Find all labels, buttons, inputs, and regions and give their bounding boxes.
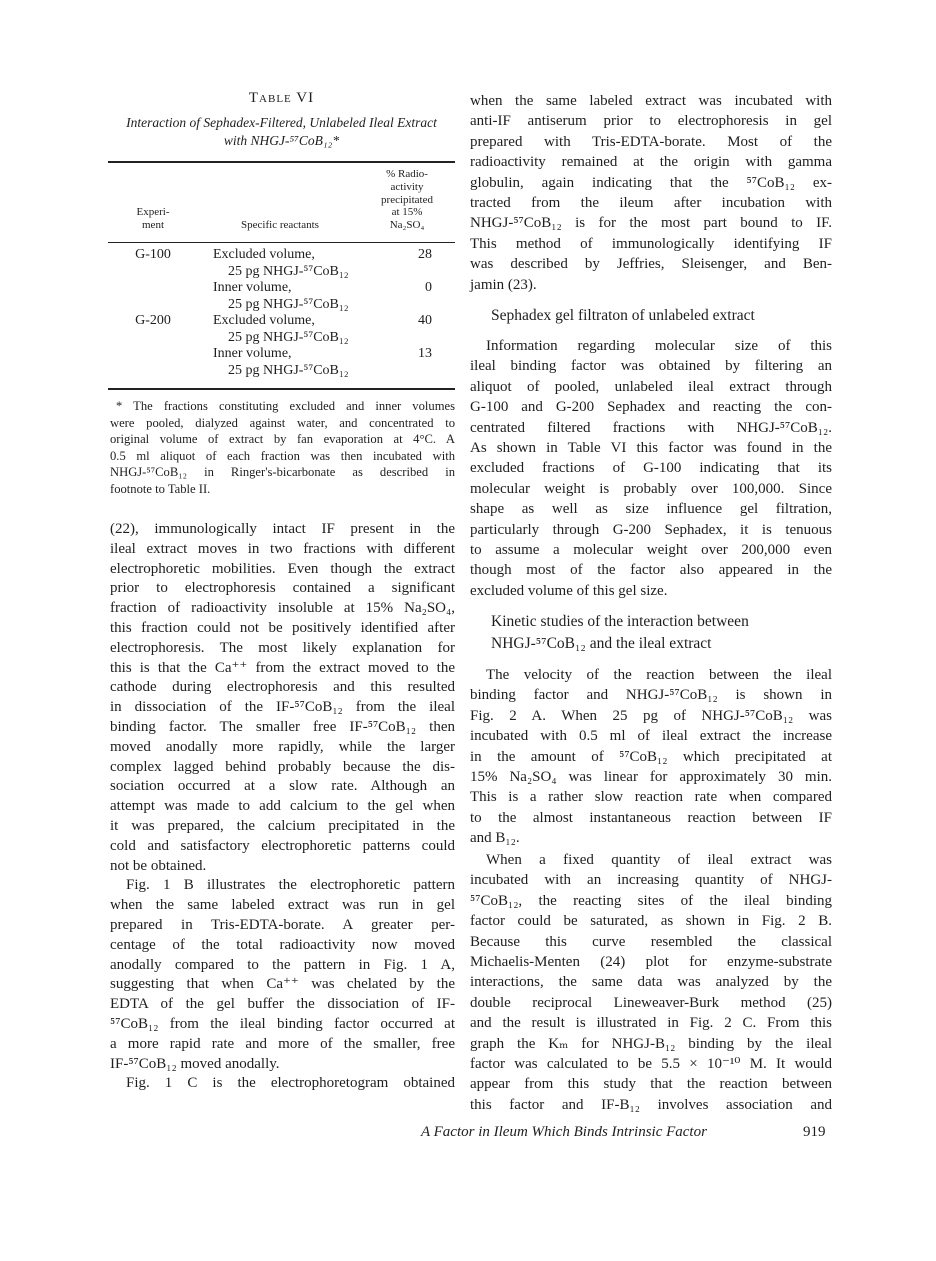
cell-reactant: Excluded volume, — [213, 247, 315, 262]
text-line: suggesting that when Ca⁺⁺ was chelated by the — [110, 976, 455, 993]
text-line: sociation occurred at a slow rate. Although an — [110, 778, 455, 795]
text-line: Fig. 2 A. When 25 pg of NHGJ-⁵⁷CoB₁₂ was — [470, 707, 832, 724]
text-line: radioactivity remained at the origin with gamma — [470, 154, 832, 171]
table-header-rule — [108, 242, 455, 243]
text-line: factor could be saturated, as shown in Fig. 2 B. — [470, 913, 832, 930]
cell-dose: 25 pg NHGJ-⁵⁷CoB₁₂ — [228, 263, 349, 279]
text-line: this fraction could not be positively identified after — [110, 619, 455, 636]
text-line: As shown in Table VI this factor was found in the — [470, 439, 832, 456]
text-line: and the result is illustrated in Fig. 2 C. From this — [470, 1015, 832, 1032]
paragraph — [470, 336, 832, 601]
text-line: Michaelis-Menten (24) plot for enzyme-substrate — [470, 953, 832, 970]
text-line: incubated with 0.5 ml of ileal extract the increase — [470, 728, 832, 745]
text-line: excluded volume of this gel size. — [470, 582, 668, 599]
running-title: A Factor in Ileum Which Binds Intrinsic Factor — [421, 1124, 707, 1140]
cell-dose: 25 pg NHGJ-⁵⁷CoB₁₂ — [228, 296, 349, 312]
text-line: double reciprocal Lineweaver-Burk method (25) — [470, 994, 832, 1011]
text-line: (22), immunologically intact IF present in the — [110, 521, 455, 537]
table-bottom-rule — [108, 388, 455, 390]
text-line: prepared in Tris-EDTA-borate. A greater per- — [110, 916, 455, 933]
text-line: it was prepared, the calcium precipitated in the — [110, 817, 455, 834]
text-line: complex lagged behind probably because the dis- — [110, 758, 455, 775]
header-line: Experi- — [136, 206, 170, 218]
text-line: molecular weight is probably over 100,000. Since — [470, 480, 832, 497]
text-line: anodally compared to the pattern in Fig. 1 A, — [110, 956, 455, 973]
text-line: incubated with an increasing quantity of NHGJ- — [470, 872, 832, 889]
header-line: precipitated — [381, 193, 433, 206]
text-line: factor was calculated to be 5.5 × 10⁻¹⁰ M. It would — [470, 1055, 832, 1072]
cell-dose: 25 pg NHGJ-⁵⁷CoB₁₂ — [228, 362, 349, 378]
header-line: at 15% — [391, 206, 423, 219]
heading-line: Kinetic studies of the interaction between — [491, 613, 749, 630]
text-line: particularly through G-200 Sephadex, it is tenuous — [470, 521, 832, 538]
text-line: ⁵⁷CoB₁₂ from the ileal binding factor occurred at — [110, 1015, 455, 1032]
text-line: globulin, again indicating that the ⁵⁷CoB₁₂ ex- — [470, 174, 832, 191]
text-line: ileal binding factor was obtained by filtering an — [470, 358, 832, 375]
page-number: 919 — [803, 1124, 826, 1140]
header-reactants: Specific reactants — [241, 219, 319, 231]
header-line: Na₂SO₄ — [389, 219, 425, 232]
text-line: Fig. 1 C is the electrophoretogram obtained — [126, 1075, 455, 1092]
text-line: this factor and IF-B₁₂ involves association and — [470, 1096, 832, 1113]
cell-reactant: Excluded volume, — [213, 313, 315, 328]
cell-percent: 40 — [418, 313, 432, 328]
paragraph — [470, 665, 832, 849]
text-line: centrated filtered fractions with NHGJ-⁵⁷CoB₁₂. — [470, 419, 832, 436]
text-line: prepared with Tris-EDTA-borate. Most of the — [470, 133, 832, 150]
text-line: in dissociation of the IF-⁵⁷CoB₁₂ from the ileal — [110, 699, 455, 716]
header-line: activity — [390, 180, 424, 193]
text-line: electrophoretic mobilities. Even though the extract — [110, 560, 455, 577]
text-line: to the almost instantaneous reaction between IF — [470, 809, 832, 826]
text-line: Fig. 1 B illustrates the electrophoretic pattern — [126, 877, 455, 894]
text-line: cathode during electrophoresis and this resulted — [110, 679, 455, 696]
text-line: When a fixed quantity of ileal extract was — [486, 852, 832, 868]
text-line: was described by Jeffries, Sleisenger, and Ben- — [470, 256, 832, 273]
text-line: fraction of radioactivity insoluble at 15% Na₂SO₄, — [110, 600, 455, 617]
text-line: to assume a molecular weight over 200,000 even — [470, 541, 832, 558]
caption-line: Interaction of Sephadex-Filtered, Unlabeled Ileal Extract — [126, 115, 437, 130]
paragraph — [470, 91, 832, 295]
text-line: attempt was made to add calcium to the gel when — [110, 798, 455, 815]
text-line: jamin (23). — [470, 276, 537, 293]
text-line: prior to electrophoresis contained a significant — [110, 580, 455, 597]
text-line: graph the Kₘ for NHGJ-B₁₂ binding by the ileal — [470, 1035, 832, 1052]
text-line: IF-⁵⁷CoB₁₂ moved anodally. — [110, 1055, 280, 1072]
section-heading-kinetic — [491, 611, 749, 655]
table-title: Table VI — [248, 90, 315, 106]
header-line: ment — [142, 218, 164, 231]
table-footnote — [110, 398, 455, 498]
caption-line: with NHGJ-⁵⁷CoB₁₂* — [223, 133, 340, 148]
text-line: moved anodally more rapidly, while the larger — [110, 738, 455, 755]
text-line: binding factor. The smaller free IF-⁵⁷CoB₁₂ then — [110, 718, 455, 735]
cell-reactant: Inner volume, — [213, 346, 292, 361]
section-heading-sephadex: Sephadex gel filtraton of unlabeled extract — [491, 307, 755, 324]
header-line: % Radio- — [386, 168, 428, 180]
header-experiment — [118, 206, 188, 232]
table-top-rule — [108, 161, 455, 163]
text-line: anti-IF antiserum prior to electrophoresis in gel — [470, 113, 832, 130]
paragraph — [470, 850, 832, 1115]
text-line: electrophoresis. The most likely explanation for — [110, 639, 455, 656]
cell-experiment: G-200 — [135, 313, 171, 328]
footnote-line: NHGJ-⁵⁷CoB₁₂ in Ringer's-bicarbonate as described in — [110, 465, 455, 480]
text-line: ⁵⁷CoB₁₂, the reacting sites of the ileal binding — [470, 892, 832, 909]
cell-percent: 0 — [425, 280, 432, 295]
text-line: when the same labeled extract was run in gel — [110, 897, 455, 914]
text-line: NHGJ-⁵⁷CoB₁₂ is for the most part bound to IF. — [470, 215, 832, 232]
text-line: 15% Na₂SO₄ was linear for approximately 30 min. — [470, 768, 832, 785]
text-line: Information regarding molecular size of this — [486, 338, 832, 354]
text-line: tracted from the ileum after incubation with — [470, 194, 832, 211]
footnote-line: * The fractions constituting excluded and inner volumes — [116, 399, 455, 413]
text-line: this is that the Ca⁺⁺ from the extract moved to the — [110, 659, 455, 676]
text-line: appear from this study that the reaction between — [470, 1076, 832, 1093]
text-line: and B₁₂. — [470, 830, 520, 847]
text-line: ileal extract moves in two fractions with different — [110, 540, 455, 557]
text-line: shape as well as size influence gel filtration, — [470, 501, 832, 518]
text-line: aliquot of pooled, unlabeled ileal extract through — [470, 378, 832, 395]
footnote-line: original volume of extract by fan evaporation at 4°C. A — [110, 432, 455, 447]
text-line: binding factor and NHGJ-⁵⁷CoB₁₂ is shown in — [470, 687, 832, 704]
text-line: when the same labeled extract was incubated with — [470, 93, 832, 109]
footnote-line: footnote to Table II. — [110, 481, 211, 496]
text-line: centage of the total radioactivity now moved — [110, 936, 455, 953]
heading-line: NHGJ-⁵⁷CoB₁₂ and the ileal extract — [491, 635, 712, 652]
table-caption — [104, 114, 459, 150]
text-line: EDTA of the gel buffer the dissociation of IF- — [110, 996, 455, 1013]
text-line: cold and satisfactory electrophoretic patterns could — [110, 837, 455, 854]
text-line: G-100 and G-200 Sephadex and reacting the con- — [470, 399, 832, 416]
text-line: interactions, the same data was analyzed by the — [470, 974, 832, 991]
text-line: a more rapid rate and more of the smaller, free — [110, 1035, 455, 1052]
text-line: though most of the factor also appeared in the — [470, 562, 832, 579]
footnote-line: 0.5 ml aliquot of each fraction was then incubated with — [110, 448, 455, 463]
cell-experiment: G-100 — [135, 247, 171, 262]
text-line: in the amount of ⁵⁷CoB₁₂ which precipitated at — [470, 748, 832, 765]
text-line: not be obtained. — [110, 857, 207, 874]
cell-percent: 28 — [418, 247, 432, 262]
left-column-text — [110, 520, 455, 1094]
header-percent — [367, 168, 447, 232]
text-line: The velocity of the reaction between the ileal — [486, 667, 832, 683]
cell-reactant: Inner volume, — [213, 280, 292, 295]
cell-dose: 25 pg NHGJ-⁵⁷CoB₁₂ — [228, 329, 349, 345]
footnote-line: were pooled, dialyzed against water, and concentrated to — [110, 415, 455, 430]
text-line: This method of immunologically identifying IF — [470, 235, 832, 252]
cell-percent: 13 — [418, 346, 432, 361]
text-line: Because this curve resembled the classical — [470, 933, 832, 950]
text-line: This is a rather slow reaction rate when compared — [470, 789, 832, 806]
text-line: excluded fractions of G-100 indicating that its — [470, 460, 832, 477]
